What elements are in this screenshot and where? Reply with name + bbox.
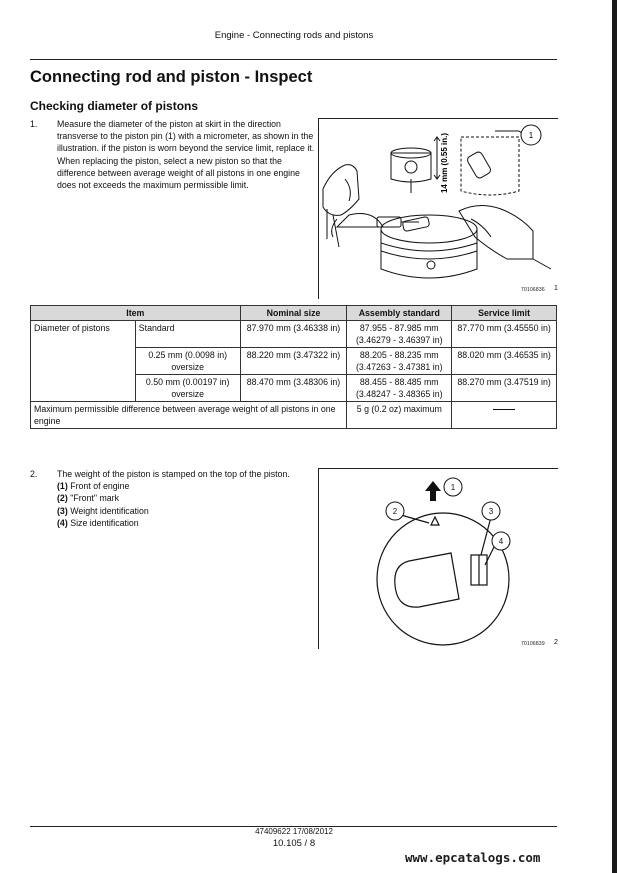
table-header-nominal: Nominal size — [240, 306, 347, 321]
legend-item: (1) Front of engine — [57, 481, 130, 492]
table-header-limit: Service limit — [452, 306, 557, 321]
row-group-label: Diameter of pistons — [31, 321, 136, 402]
table-cell-size: 0.25 mm (0.0098 in) oversize — [135, 348, 240, 375]
legend-item: (4) Size identification — [57, 517, 139, 528]
section-title: Connecting rod and piston - Inspect — [30, 68, 313, 86]
figure-1 — [318, 118, 558, 299]
figure-1-code: 70106836 — [521, 287, 545, 293]
running-header: Engine - Connecting rods and pistons — [214, 30, 374, 41]
weight-row-assembly: 5 g (0.2 oz) maximum — [347, 402, 452, 429]
table-cell-nominal: 87.970 mm (3.46338 in) — [240, 321, 347, 348]
table-cell-assembly: 87.955 - 87.985 mm (3.46279 - 3.46397 in) — [347, 321, 452, 348]
figure-1-number: 1 — [554, 285, 558, 292]
svg-text:14 mm (0.55 in.): 14 mm (0.55 in.) — [440, 132, 449, 194]
footer-doc-code: 47409622 17/08/2012 — [255, 827, 333, 836]
micrometer-measurement-illustration — [319, 119, 558, 299]
table-cell-limit: 88.270 mm (3.47519 in) — [452, 375, 557, 402]
table-cell-assembly: 88.455 - 88.485 mm (3.48247 - 3.48365 in) — [347, 375, 452, 402]
legend-item: (2) "Front" mark — [57, 493, 119, 504]
table-row-weight — [31, 402, 557, 429]
footer-page-number: 10.105 / 8 — [272, 838, 316, 849]
section-subtitle: Checking diameter of pistons — [30, 99, 199, 113]
table-cell-assembly: 88.205 - 88.235 mm (3.47263 - 3.47381 in) — [347, 348, 452, 375]
piston-top-markings-illustration — [319, 469, 558, 649]
step-2-text-block — [57, 468, 315, 529]
step-2-text: The weight of the piston is stamped on the top of the piston. — [57, 469, 290, 479]
step-1-text: Measure the diameter of the piston at skirt in the direction transverse to the piston pin (1) with a micrometer, as shown in the illustration. if the piston is worn beyond the service limit, replace it. When replacing the piston, select a new piston so that the difference between average weight of all pistons in one engine does not exceeds the maximum permissible limit. — [57, 119, 315, 191]
weight-row-label: Maximum permissible difference between average weight of all pistons in one engine — [31, 402, 347, 429]
watermark: www.epcatalogs.com — [405, 850, 541, 865]
piston-diameter-table — [30, 305, 557, 429]
figure-2-code: 70106839 — [521, 641, 545, 647]
table-cell-size: 0.50 mm (0.00197 in) oversize — [135, 375, 240, 402]
table-cell-nominal: 88.470 mm (3.48306 in) — [240, 375, 347, 402]
table-header-assembly: Assembly standard — [347, 306, 452, 321]
page-edge-bar — [612, 0, 617, 873]
weight-row-limit — [452, 402, 557, 429]
table-cell-limit: 87.770 mm (3.45550 in) — [452, 321, 557, 348]
table-header-row — [31, 306, 557, 321]
figure-2-callout-4: 4 — [498, 537, 504, 546]
step-2-number: 2. — [30, 469, 38, 479]
dash-mark — [493, 409, 515, 410]
header-rule — [30, 59, 557, 60]
table-header-item: Item — [31, 306, 241, 321]
table-cell-nominal: 88.220 mm (3.47322 in) — [240, 348, 347, 375]
table-row — [31, 321, 557, 348]
table-cell-size: Standard — [135, 321, 240, 348]
step-1-number: 1. — [30, 119, 38, 129]
figure-2-callout-3: 3 — [488, 507, 494, 516]
table-cell-limit: 88.020 mm (3.46535 in) — [452, 348, 557, 375]
figure-1-callout-1: 1 — [528, 131, 534, 140]
figure-2 — [318, 468, 558, 649]
figure-2-callout-2: 2 — [392, 507, 398, 516]
figure-2-number: 2 — [554, 639, 558, 646]
figure-2-callout-1: 1 — [450, 483, 456, 492]
legend-item: (3) Weight identification — [57, 505, 149, 516]
